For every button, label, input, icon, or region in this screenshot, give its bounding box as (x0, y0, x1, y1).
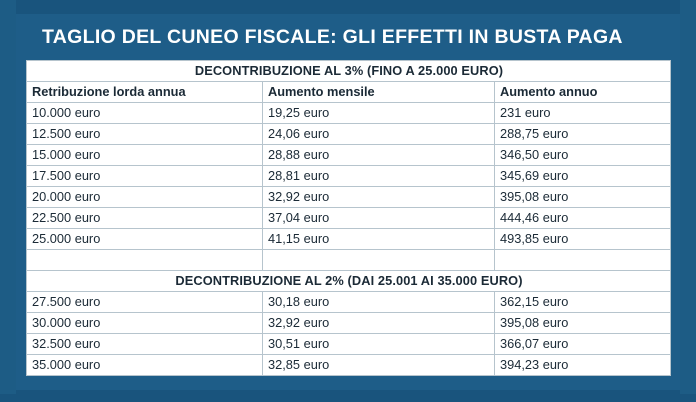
cell-aumento-mensile: 19,25 euro (263, 103, 495, 124)
content-panel (16, 14, 680, 390)
cell-aumento-annuo: 288,75 euro (495, 124, 671, 145)
section-heading-2pct: DECONTRIBUZIONE AL 2% (DAI 25.001 AI 35.000 EURO) (27, 271, 671, 292)
table-row (27, 124, 671, 145)
cell-retribuzione: 10.000 euro (27, 103, 263, 124)
cell-retribuzione: 12.500 euro (27, 124, 263, 145)
cell-aumento-mensile: 41,15 euro (263, 229, 495, 250)
section-heading-3pct: DECONTRIBUZIONE AL 3% (FINO A 25.000 EURO) (27, 61, 671, 82)
spacer-cell (263, 250, 495, 271)
cell-aumento-annuo: 395,08 euro (495, 187, 671, 208)
table-row (27, 208, 671, 229)
data-table-container (26, 60, 670, 376)
frame-left-edge (0, 0, 16, 402)
cell-aumento-annuo: 345,69 euro (495, 166, 671, 187)
column-header-aumento-annuo: Aumento annuo (495, 82, 671, 103)
spacer-row (27, 250, 671, 271)
cell-retribuzione: 17.500 euro (27, 166, 263, 187)
table-row (27, 187, 671, 208)
page-title: TAGLIO DEL CUNEO FISCALE: GLI EFFETTI IN BUSTA PAGA (42, 25, 623, 48)
table-row (27, 166, 671, 187)
table-row (27, 313, 671, 334)
table-row (27, 229, 671, 250)
cell-aumento-annuo: 346,50 euro (495, 145, 671, 166)
spacer-cell (27, 250, 263, 271)
cuneo-fiscale-table (26, 60, 671, 376)
cell-aumento-mensile: 32,92 euro (263, 313, 495, 334)
section-heading-row (27, 61, 671, 82)
frame-right-edge (680, 0, 696, 402)
cell-aumento-annuo: 366,07 euro (495, 334, 671, 355)
cell-retribuzione: 35.000 euro (27, 355, 263, 376)
table-row (27, 334, 671, 355)
cell-aumento-annuo: 362,15 euro (495, 292, 671, 313)
cell-retribuzione: 30.000 euro (27, 313, 263, 334)
column-header-aumento-mensile: Aumento mensile (263, 82, 495, 103)
column-header-retribuzione: Retribuzione lorda annua (27, 82, 263, 103)
cell-retribuzione: 32.500 euro (27, 334, 263, 355)
cell-aumento-mensile: 30,18 euro (263, 292, 495, 313)
cell-aumento-mensile: 28,88 euro (263, 145, 495, 166)
cell-retribuzione: 27.500 euro (27, 292, 263, 313)
column-header-row (27, 82, 671, 103)
title-bar (16, 14, 680, 60)
table-row (27, 355, 671, 376)
cell-aumento-annuo: 444,46 euro (495, 208, 671, 229)
cell-aumento-annuo: 493,85 euro (495, 229, 671, 250)
cell-retribuzione: 15.000 euro (27, 145, 263, 166)
cell-aumento-mensile: 30,51 euro (263, 334, 495, 355)
cell-aumento-mensile: 37,04 euro (263, 208, 495, 229)
cell-retribuzione: 22.500 euro (27, 208, 263, 229)
cell-aumento-annuo: 231 euro (495, 103, 671, 124)
table-row (27, 103, 671, 124)
cell-aumento-annuo: 395,08 euro (495, 313, 671, 334)
cell-aumento-annuo: 394,23 euro (495, 355, 671, 376)
cell-aumento-mensile: 32,85 euro (263, 355, 495, 376)
frame-bottom-edge (0, 394, 696, 402)
table-row (27, 145, 671, 166)
cell-aumento-mensile: 28,81 euro (263, 166, 495, 187)
spacer-cell (495, 250, 671, 271)
cell-aumento-mensile: 32,92 euro (263, 187, 495, 208)
table-row (27, 292, 671, 313)
cell-aumento-mensile: 24,06 euro (263, 124, 495, 145)
cell-retribuzione: 25.000 euro (27, 229, 263, 250)
cell-retribuzione: 20.000 euro (27, 187, 263, 208)
section-heading-row (27, 271, 671, 292)
